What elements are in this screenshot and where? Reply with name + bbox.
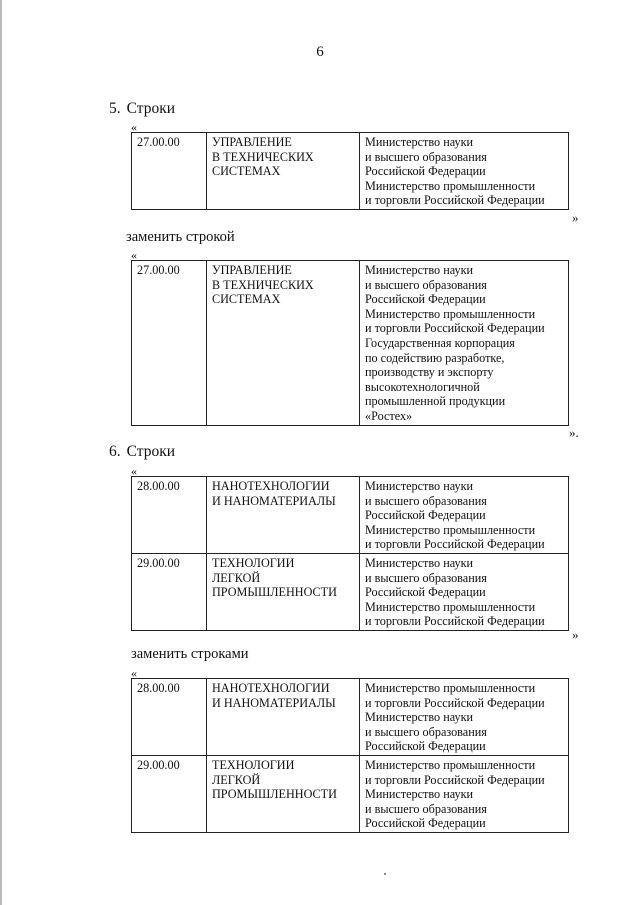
responsible-bodies [360,133,569,210]
section-6-replace-label: заменить строками [131,646,249,662]
section-6-number: 6. [109,443,121,460]
responsible-body-line: Министерство науки [365,787,474,802]
responsible-body-line: Министерство промышленности [365,306,536,321]
specialty-name-line: ЛЕГКОЙ [212,570,261,585]
specialty-name-line: ТЕХНОЛОГИИ [212,555,295,570]
responsible-body-line: и торговли Российской Федерации [365,321,545,336]
responsible-body-line: Министерство науки [365,263,474,277]
specialty-code-text: 27.00.00 [137,263,180,277]
section-5-number: 5. [109,100,121,117]
table-row [132,477,569,554]
section-6-old-table [131,476,569,631]
specialty-name-line: В ТЕХНИЧЕСКИХ [212,277,314,292]
specialty-code [132,261,207,426]
responsible-body-line: высокотехнологичной [365,379,480,394]
specialty-name-line: УПРАВЛЕНИЕ [212,135,292,149]
responsible-body-line: Министерство науки [365,135,474,149]
section-5-close-quote: » [572,210,579,225]
responsible-body-line: и высшего образования [365,149,487,164]
specialty-name [207,133,360,210]
section-5-old-table [131,132,569,210]
responsible-body-line: и высшего образования [365,724,487,739]
table-row [132,553,569,630]
section-6-title: Строки [126,443,176,460]
responsible-bodies [360,755,569,832]
specialty-name-line: СИСТЕМАХ [212,164,281,179]
specialty-name-line: ПРОМЫШЛЕННОСТИ [212,787,337,802]
responsible-body-line: Министерство промышленности [365,681,536,695]
specialty-name-line: УПРАВЛЕНИЕ [212,263,292,277]
section-6-close-quote: » [572,627,579,642]
responsible-bodies [360,553,569,630]
section-5-replace-label: заменить строкой [126,229,235,245]
specialty-code [132,553,207,630]
section-6-open-quote-2: « [131,666,137,680]
specialty-name-line: НАНОТЕХНОЛОГИИ [212,479,330,493]
responsible-body-line: «Ростех» [365,408,413,423]
page-number: 6 [316,44,324,60]
specialty-name-line: И НАНОМАТЕРИАЛЫ [212,493,336,508]
section-5-close-quote-2: ». [569,425,579,440]
responsible-body-line: Российской Федерации [365,508,486,523]
specialty-code [132,477,207,554]
responsible-body-line: Министерство науки [365,479,474,493]
section-5-open-quote: « [131,120,137,134]
section-5-new-table [131,260,569,426]
responsible-body-line: Министерство промышленности [365,757,536,772]
specialty-name [207,679,360,756]
responsible-body-line: и торговли Российской Федерации [365,695,545,710]
specialty-name-line: СИСТЕМАХ [212,292,281,307]
responsible-body-line: и торговли Российской Федерации [365,193,545,208]
responsible-body-line: Министерство науки [365,710,474,725]
section-6-open-quote: « [131,464,137,478]
responsible-body-line: Российской Федерации [365,816,486,831]
responsible-body-line: Министерство промышленности [365,522,536,537]
specialty-name-line: И НАНОМАТЕРИАЛЫ [212,695,336,710]
responsible-bodies [360,679,569,756]
responsible-body-line: Министерство промышленности [365,178,536,193]
specialty-name [207,477,360,554]
section-5-heading [109,100,175,118]
specialty-name-line: ПРОМЫШЛЕННОСТИ [212,585,337,600]
specialty-name-line: В ТЕХНИЧЕСКИХ [212,149,314,164]
responsible-bodies [360,261,569,426]
table-row [132,679,569,756]
specialty-code-text: 29.00.00 [137,757,180,772]
responsible-body-line: Государственная корпорация [365,335,515,350]
specialty-code-text: 27.00.00 [137,135,180,149]
responsible-body-line: производству и экспорту [365,365,494,380]
specialty-name-line: ТЕХНОЛОГИИ [212,757,295,772]
specialty-code-text: 28.00.00 [137,479,180,493]
table-row [132,133,569,210]
specialty-code-text: 29.00.00 [137,555,180,570]
responsible-body-line: и торговли Российской Федерации [365,614,545,629]
responsible-body-line: Министерство науки [365,555,474,570]
specialty-code [132,679,207,756]
responsible-body-line: Российской Федерации [365,739,486,754]
responsible-body-line: Министерство промышленности [365,599,536,614]
responsible-body-line: по содействию разработке, [365,350,505,365]
table-row [132,261,569,426]
specialty-name-line: НАНОТЕХНОЛОГИИ [212,681,330,695]
section-5-title: Строки [126,100,176,117]
scan-edge [0,0,2,905]
specialty-name [207,755,360,832]
specialty-code-text: 28.00.00 [137,681,180,695]
responsible-body-line: и высшего образования [365,801,487,816]
responsible-bodies [360,477,569,554]
specialty-code [132,755,207,832]
section-6-new-table [131,678,569,833]
specialty-name [207,261,360,426]
section-6-heading [109,443,175,461]
responsible-body-line: и торговли Российской Федерации [365,537,545,552]
responsible-body-line: и высшего образования [365,277,487,292]
specialty-name [207,553,360,630]
table-row [132,755,569,832]
responsible-body-line: Российской Федерации [365,292,486,307]
responsible-body-line: промышленной продукции [365,394,506,409]
responsible-body-line: и высшего образования [365,493,487,508]
section-5-open-quote-2: « [131,248,137,262]
responsible-body-line: и высшего образования [365,570,487,585]
scan-speck [384,873,386,875]
specialty-code [132,133,207,210]
responsible-body-line: Российской Федерации [365,585,486,600]
responsible-body-line: и торговли Российской Федерации [365,772,545,787]
responsible-body-line: Российской Федерации [365,164,486,179]
specialty-name-line: ЛЕГКОЙ [212,772,261,787]
